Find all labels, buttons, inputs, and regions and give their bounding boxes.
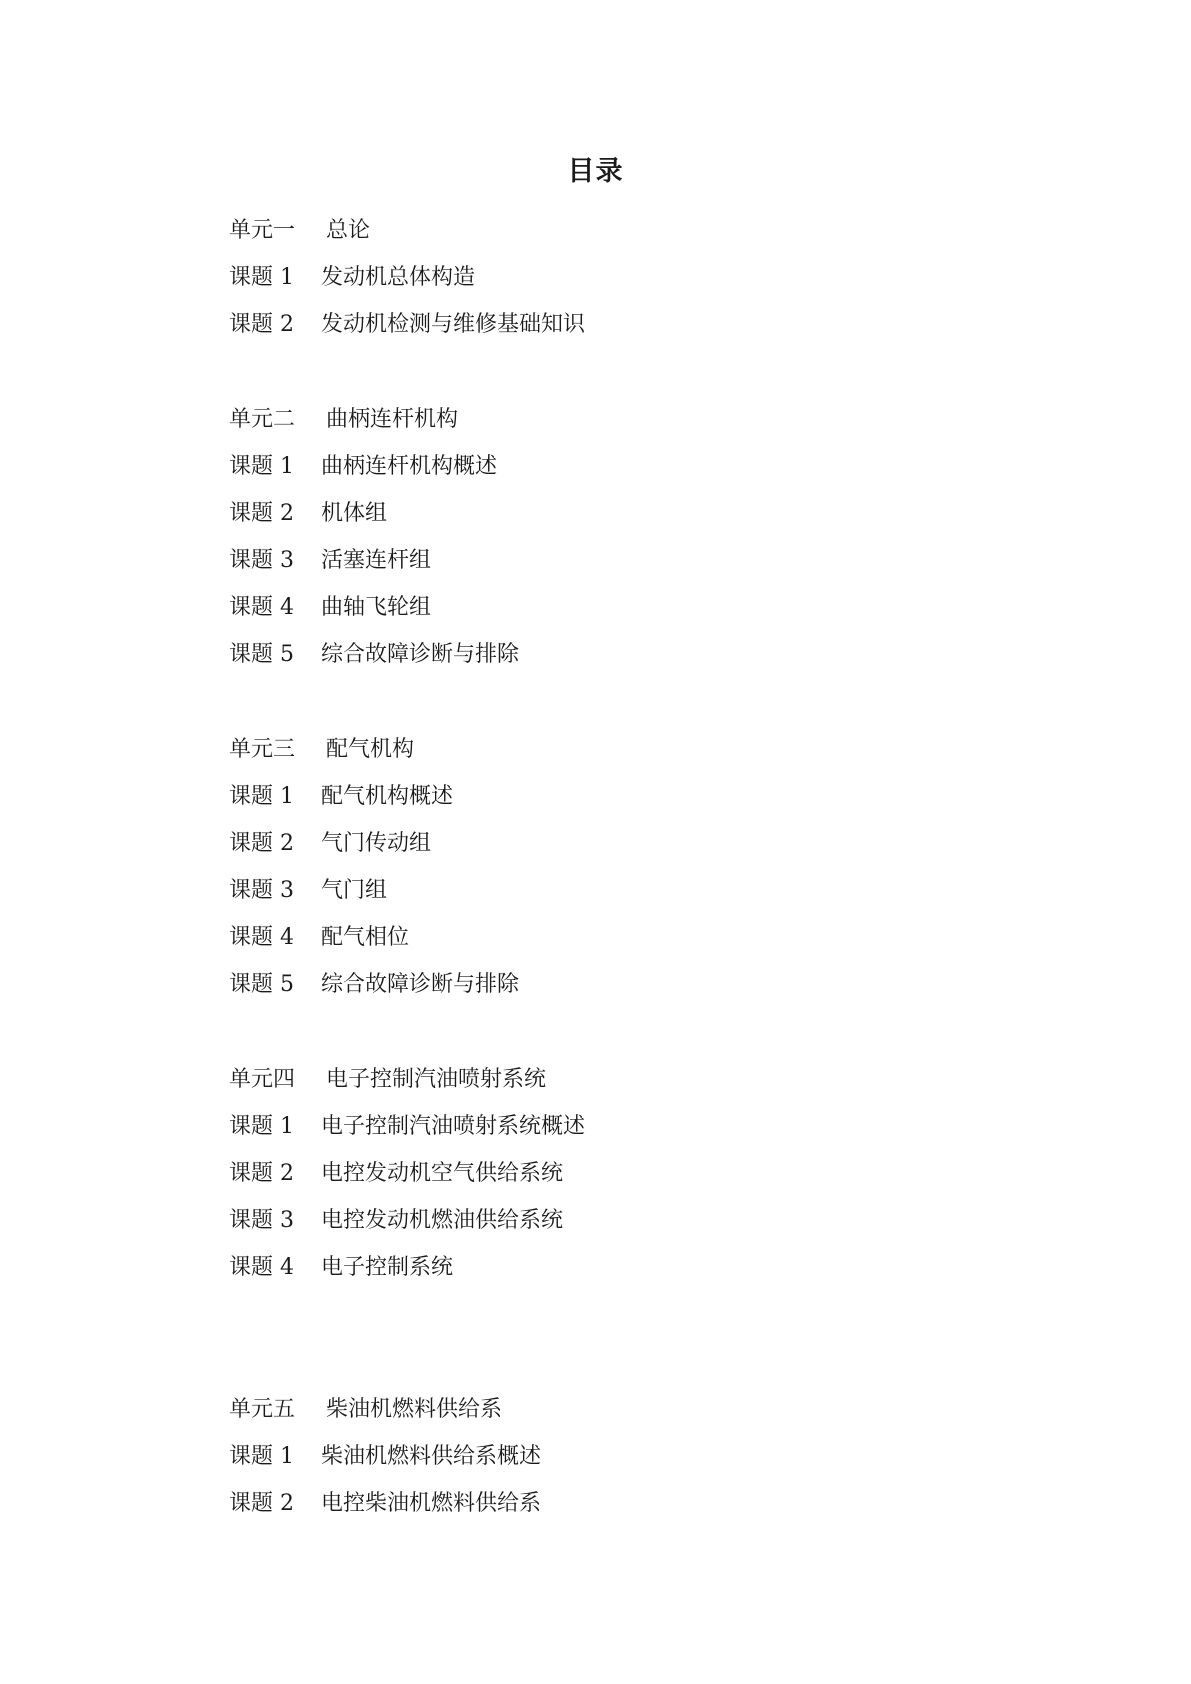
unit-heading: [229, 214, 370, 248]
unit-name: 柴油机燃料供给系: [326, 1397, 503, 1422]
lesson-name: 曲柄连杆机构概述: [321, 454, 498, 479]
unit-name: 电子控制汽油喷射系统: [326, 1067, 547, 1092]
lesson-label: 课题 3: [229, 548, 294, 573]
unit-name: 曲柄连杆机构: [326, 407, 459, 432]
lesson-item: [229, 1110, 585, 1144]
lesson-label: 课题 5: [229, 972, 294, 997]
lesson-name: 电子控制汽油喷射系统概述: [321, 1114, 586, 1139]
lesson-label: 课题 1: [229, 784, 294, 809]
lesson-item: [229, 1157, 563, 1191]
lesson-item: [229, 921, 409, 955]
lesson-name: 活塞连杆组: [321, 548, 432, 573]
unit-label: 单元四: [229, 1067, 296, 1092]
lesson-label: 课题 3: [229, 878, 294, 903]
lesson-item: [229, 591, 431, 625]
lesson-label: 课题 4: [229, 1255, 294, 1280]
lesson-name: 电控发动机空气供给系统: [321, 1161, 564, 1186]
unit-heading: [229, 1393, 502, 1427]
lesson-item: [229, 827, 431, 861]
lesson-item: [229, 1204, 563, 1238]
lesson-item: [229, 1487, 541, 1521]
page-title: 目录: [567, 156, 624, 187]
lesson-label: 课题 2: [229, 501, 294, 526]
lesson-name: 电控柴油机燃料供给系: [321, 1491, 542, 1516]
lesson-label: 课题 1: [229, 1114, 294, 1139]
lesson-label: 课题 5: [229, 642, 294, 667]
lesson-label: 课题 2: [229, 312, 294, 337]
lesson-name: 配气机构概述: [321, 784, 454, 809]
lesson-name: 发动机总体构造: [321, 265, 476, 290]
unit-heading: [229, 1063, 546, 1097]
lesson-item: [229, 450, 497, 484]
lesson-name: 气门组: [321, 878, 388, 903]
lesson-name: 综合故障诊断与排除: [321, 642, 520, 667]
lesson-name: 机体组: [321, 501, 388, 526]
unit-label: 单元二: [229, 407, 296, 432]
unit-heading: [229, 733, 414, 767]
lesson-item: [229, 874, 387, 908]
lesson-name: 电控发动机燃油供给系统: [321, 1208, 564, 1233]
lesson-label: 课题 1: [229, 265, 294, 290]
lesson-name: 柴油机燃料供给系概述: [321, 1444, 542, 1469]
lesson-label: 课题 2: [229, 831, 294, 856]
lesson-name: 气门传动组: [321, 831, 432, 856]
lesson-item: [229, 261, 475, 295]
lesson-item: [229, 544, 431, 578]
lesson-item: [229, 780, 453, 814]
unit-label: 单元三: [229, 737, 296, 762]
unit-name: 总论: [326, 218, 371, 243]
unit-heading: [229, 403, 458, 437]
lesson-item: [229, 638, 519, 672]
lesson-item: [229, 1251, 453, 1285]
lesson-name: 配气相位: [321, 925, 410, 950]
lesson-item: [229, 308, 585, 342]
lesson-label: 课题 1: [229, 1444, 294, 1469]
lesson-label: 课题 4: [229, 925, 294, 950]
unit-label: 单元五: [229, 1397, 296, 1422]
lesson-item: [229, 1440, 541, 1474]
lesson-name: 电子控制系统: [321, 1255, 454, 1280]
lesson-name: 综合故障诊断与排除: [321, 972, 520, 997]
lesson-label: 课题 1: [229, 454, 294, 479]
lesson-label: 课题 2: [229, 1491, 294, 1516]
lesson-label: 课题 3: [229, 1208, 294, 1233]
lesson-label: 课题 2: [229, 1161, 294, 1186]
lesson-name: 曲轴飞轮组: [321, 595, 432, 620]
lesson-item: [229, 968, 519, 1002]
lesson-name: 发动机检测与维修基础知识: [321, 312, 586, 337]
unit-name: 配气机构: [326, 737, 415, 762]
unit-label: 单元一: [229, 218, 296, 243]
lesson-label: 课题 4: [229, 595, 294, 620]
lesson-item: [229, 497, 387, 531]
